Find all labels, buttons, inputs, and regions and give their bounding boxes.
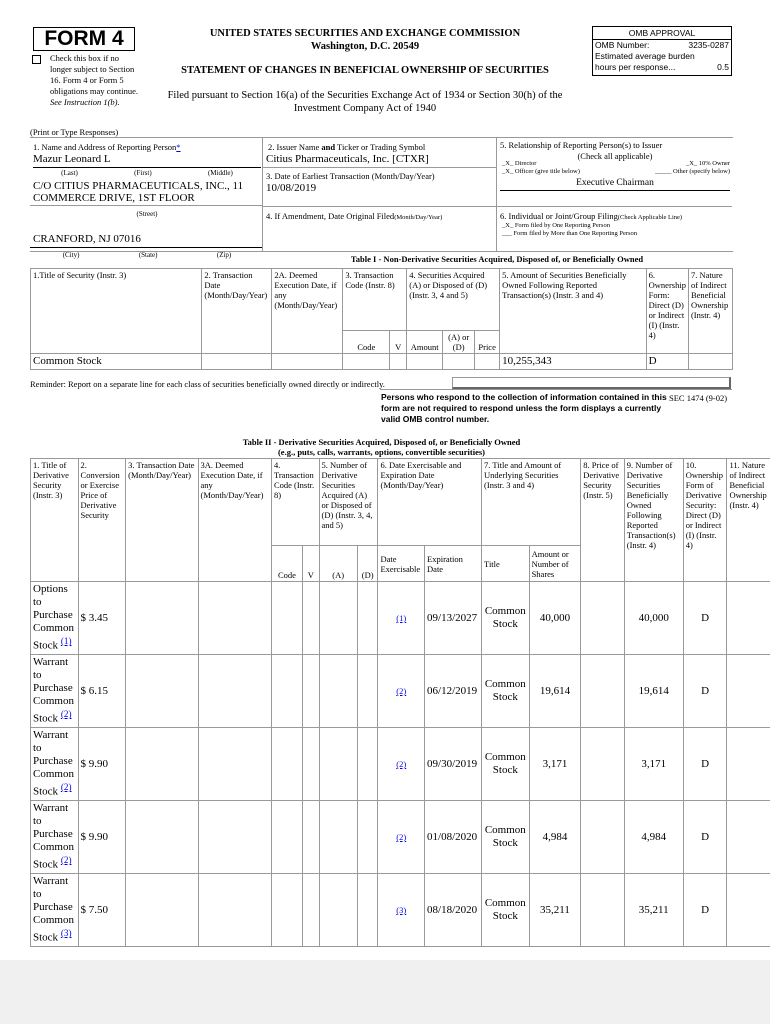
footnote-link[interactable]: (1)	[60, 636, 72, 647]
filing-option-more: ___ Form filed by More than One Reporting Person	[502, 230, 638, 237]
t2-row-expiration: 01/08/2020	[425, 801, 482, 874]
t2-row-form: D	[683, 801, 727, 874]
box1-label: 1. Name and Address of Reporting Person*	[33, 142, 181, 152]
t2-row-price: $ 6.15	[78, 655, 126, 728]
t2-row-exercisable	[378, 582, 425, 655]
table-row	[31, 874, 770, 947]
t2-row-underlying-amount: 4,984	[529, 801, 581, 874]
t2-row-exercisable	[378, 728, 425, 801]
t2-h-deemed: 3A. Deemed Execution Date, if any (Month/Day/Year)	[198, 459, 271, 582]
t2-row-expiration: 08/18/2020	[425, 874, 482, 947]
t2-row-underlying-amount: 35,211	[529, 874, 581, 947]
t2-sub-a: (A)	[319, 546, 357, 582]
table2-subtitle: (e.g., puts, calls, warrants, options, convertible securities)	[277, 447, 486, 457]
t2-row-exercisable	[378, 874, 425, 947]
t2-row-title: Warrant to Purchase Common Stock $^{(2)}$	[31, 728, 79, 801]
table-row	[31, 655, 770, 728]
persons-notice: Persons who respond to the collection of information contained in this form are not required to respond unless the form displays a currently valid OMB control number.	[381, 392, 667, 424]
t2-row-owned: 40,000	[624, 582, 683, 655]
officer-title: Executive Chairman	[576, 178, 654, 188]
t2-h-date: 3. Transaction Date (Month/Day/Year)	[126, 459, 198, 582]
t2-row-underlying-amount: 19,614	[529, 655, 581, 728]
t1-sub-v: V	[390, 331, 407, 354]
box5-sub: (Check all applicable)	[577, 151, 653, 161]
t1-sub-amount: Amount	[407, 331, 443, 354]
t2-row-owned: 35,211	[624, 874, 683, 947]
t2-row-underlying-title: Common Stock	[482, 801, 530, 874]
t1-h-code: 3. Transaction Code (Instr. 8)	[343, 269, 407, 331]
omb-number-label: OMB Number:	[595, 40, 650, 50]
t1-h-acquired: 4. Securities Acquired (A) or Disposed of (D) (Instr. 3, 4 and 5)	[407, 269, 500, 331]
t2-row-exercisable	[378, 655, 425, 728]
t2-sub-d: (D)	[357, 546, 378, 582]
t2-row-title: Warrant to Purchase Common Stock $^{(2)}$	[31, 801, 79, 874]
t2-sub-amount: Amount or Number of Shares	[529, 546, 581, 582]
box4-label: 4. If Amendment, Date Original Filed(Month/Day/Year)	[266, 211, 443, 221]
t2-row-owned: 19,614	[624, 655, 683, 728]
t2-row-title: Options to Purchase Common Stock $^{(1)}$	[31, 582, 79, 655]
filed-pursuant: Filed pursuant to Section 16(a) of the Securities Exchange Act of 1934 or Section 30(h) of the Investment Company Act of 1940	[167, 90, 563, 114]
t2-row-price: $ 9.90	[78, 728, 126, 801]
omb-approval-box	[592, 26, 732, 76]
footnote-link[interactable]: (1)	[396, 613, 407, 623]
table2-derivative	[30, 458, 770, 947]
footnote-link[interactable]: (2)	[396, 686, 407, 696]
checkbox-label: Check this box if no longer subject to Section 16. Form 4 or Form 5 obligations may continue. See Instruction 1(b).	[50, 53, 139, 107]
omb-hours: 0.5	[717, 62, 729, 72]
footnote-link[interactable]: (2)	[396, 832, 407, 842]
sec-box	[452, 377, 731, 389]
t2-row-price: $ 7.50	[78, 874, 126, 947]
street-label: (Street)	[136, 210, 158, 218]
box6-label: 6. Individual or Joint/Group Filing(Check Applicable Line)	[500, 211, 683, 221]
table2-title: Table II - Derivative Securities Acquired, Disposed of, or Beneficially Owned (e.g., puts, calls, warrants, options, convertible securities)	[30, 437, 733, 457]
t2-row-exercisable	[378, 801, 425, 874]
table-row	[31, 354, 733, 370]
t2-row-owned: 3,171	[624, 728, 683, 801]
t2-row-form: D	[683, 582, 727, 655]
table1-nonderivative	[30, 268, 733, 370]
t2-row-expiration: 06/12/2019	[425, 655, 482, 728]
no-longer-subject-checkbox[interactable]	[32, 55, 41, 64]
t1-h-date: 2. Transaction Date (Month/Day/Year)	[202, 269, 272, 354]
t1-h-nature: 7. Nature of Indirect Beneficial Ownership (Instr. 4)	[688, 269, 732, 354]
t2-row-form: D	[683, 728, 727, 801]
reminder-text: Reminder: Report on a separate line for each class of securities beneficially owned directly or indirectly.	[30, 379, 385, 389]
name-parts-labels: (Last) (First) (Middle)	[61, 169, 233, 177]
t2-row-form: D	[683, 874, 727, 947]
box2-label: 2. Issuer Name and Ticker or Trading Symbol	[268, 142, 426, 152]
t2-row-underlying-amount: 40,000	[529, 582, 581, 655]
reporting-city: CRANFORD, NJ 07016	[33, 233, 141, 245]
t2-h-form: 10. Ownership Form of Derivative Security: Direct (D) or Indirect (I) (Instr. 4)	[683, 459, 727, 582]
box5-label: 5. Relationship of Reporting Person(s) to Issuer	[500, 140, 663, 150]
t2-row-underlying-title: Common Stock	[482, 874, 530, 947]
t2-sub-expiration: Expiration Date	[425, 546, 482, 582]
t1-sub-aord: (A) or (D)	[443, 331, 475, 354]
t2-row-price: $ 9.90	[78, 801, 126, 874]
t2-row-underlying-title: Common Stock	[482, 728, 530, 801]
see-instruction: See Instruction 1(b).	[50, 97, 120, 107]
relationship-options	[502, 160, 730, 176]
t2-h-underlying: 7. Title and Amount of Underlying Securities (Instr. 3 and 4)	[482, 459, 581, 546]
statement-title: STATEMENT OF CHANGES IN BENEFICIAL OWNERSHIP OF SECURITIES	[181, 65, 549, 76]
table-row	[31, 582, 770, 655]
t1-h-deemed: 2A. Deemed Execution Date, if any (Month/Day/Year)	[272, 269, 343, 354]
footnote-link[interactable]: (3)	[60, 928, 72, 939]
footnote-link[interactable]: (2)	[60, 709, 72, 720]
table-row	[31, 801, 770, 874]
sec-form-code: SEC 1474 (9-02)	[669, 393, 728, 403]
t1-row-title: Common Stock	[31, 354, 202, 370]
t2-row-underlying-amount: 3,171	[529, 728, 581, 801]
omb-number: 3235-0287	[688, 40, 729, 50]
t2-h-conversion: 2. Conversion or Exercise Price of Derivative Security	[78, 459, 126, 582]
t2-row-owned: 4,984	[624, 801, 683, 874]
t2-row-form: D	[683, 655, 727, 728]
city-parts-labels: (City) (State) (Zip)	[62, 251, 232, 259]
rel-other: _____ Other (specify below)	[655, 168, 730, 175]
t1-h-owned: 5. Amount of Securities Beneficially Owned Following Reported Transaction(s) (Instr. 3 and 4)	[500, 269, 647, 354]
t1-h-form: 6. Ownership Form: Direct (D) or Indirect (I) (Instr. 4)	[646, 269, 688, 354]
t2-row-price: $ 3.45	[78, 582, 126, 655]
form-title: FORM 4	[44, 27, 124, 50]
print-note: (Print or Type Responses)	[30, 127, 119, 137]
rel-director: _X_ Director	[502, 160, 537, 167]
omb-hours-label: hours per response...	[595, 62, 676, 72]
t2-sub-title: Title	[482, 546, 530, 582]
t2-sub-code: Code	[271, 546, 302, 582]
t2-sub-exercisable: Date Exercisable	[378, 546, 425, 582]
t2-row-title: Warrant to Purchase Common Stock $^{(2)}$	[31, 655, 79, 728]
t1-h-title: 1.Title of Security (Instr. 3)	[31, 269, 202, 354]
t1-sub-code: Code	[343, 331, 390, 354]
page-footer-area	[0, 960, 770, 1024]
form-title-box	[33, 27, 135, 51]
reporting-person-name: Mazur Leonard L	[33, 153, 111, 165]
earliest-transaction-date: 10/08/2019	[266, 182, 317, 194]
box3-label: 3. Date of Earliest Transaction (Month/Day/Year)	[266, 171, 435, 181]
agency-name: UNITED STATES SECURITIES AND EXCHANGE COMMISSION	[209, 28, 521, 39]
filing-options	[502, 222, 637, 238]
t2-h-code: 4. Transaction Code (Instr. 8)	[271, 459, 319, 546]
t2-row-underlying-title: Common Stock	[482, 655, 530, 728]
issuer-name: Citius Pharmaceuticals, Inc. [CTXR]	[266, 153, 429, 165]
t2-row-underlying-title: Common Stock	[482, 582, 530, 655]
rel-10pct-owner: _X_ 10% Owner	[685, 160, 730, 167]
omb-burden-label: Estimated average burden	[595, 51, 695, 61]
reporting-address: C/O CITIUS PHARMACEUTICALS, INC., 11 COMMERCE DRIVE, 1ST FLOOR	[33, 180, 244, 204]
agency-location: Washington, D.C. 20549	[310, 41, 420, 52]
t1-sub-price: Price	[475, 331, 500, 354]
filing-option-one: _X_ Form filed by One Reporting Person	[502, 222, 610, 229]
box1-footnote-star[interactable]: *	[176, 142, 181, 152]
footnote-link[interactable]: (2)	[396, 759, 407, 769]
table-row	[31, 728, 770, 801]
t2-h-number: 5. Number of Derivative Securities Acquired (A) or Disposed of (D) (Instr. 3, 4, and 5)	[319, 459, 378, 546]
t1-row-form: D	[646, 354, 688, 370]
t1-row-amount: 10,255,343	[500, 354, 647, 370]
rel-officer: _X_ Officer (give title below)	[502, 168, 580, 175]
t2-row-expiration: 09/30/2019	[425, 728, 482, 801]
footnote-link[interactable]: (2)	[60, 782, 72, 793]
footnote-link[interactable]: (3)	[396, 905, 407, 915]
t2-row-expiration: 09/13/2027	[425, 582, 482, 655]
t2-sub-v: V	[302, 546, 319, 582]
footnote-link[interactable]: (2)	[60, 855, 72, 866]
omb-title: OMB APPROVAL	[593, 27, 731, 40]
t2-row-title: Warrant to Purchase Common Stock $^{(3)}$	[31, 874, 79, 947]
t2-h-price: 8. Price of Derivative Security (Instr. 5)	[581, 459, 624, 582]
t2-h-owned: 9. Number of Derivative Securities Beneficially Owned Following Reported Transaction(s) (Instr. 4)	[624, 459, 683, 582]
t2-h-nature: 11. Nature of Indirect Beneficial Ownership (Instr. 4)	[727, 459, 770, 582]
t2-h-exercisable: 6. Date Exercisable and Expiration Date (Month/Day/Year)	[378, 459, 482, 546]
t2-h-title: 1. Title of Derivative Security (Instr. 3)	[31, 459, 79, 582]
table1-title: Table I - Non-Derivative Securities Acquired, Disposed of, or Beneficially Owned	[350, 254, 644, 264]
